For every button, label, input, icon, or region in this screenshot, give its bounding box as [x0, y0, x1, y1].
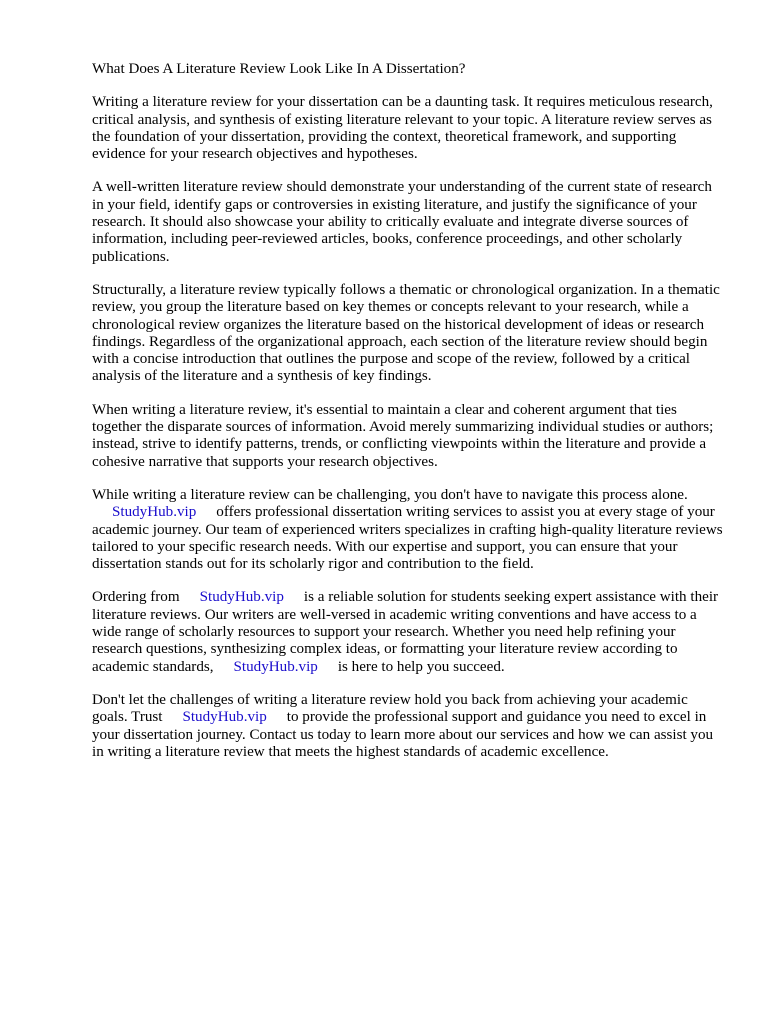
- studyhub-link[interactable]: StudyHub.vip: [182, 709, 267, 726]
- paragraph-services-text-before: While writing a literature review can be challenging, you don't have to navigate this process alone.: [92, 486, 688, 503]
- studyhub-link[interactable]: StudyHub.vip: [199, 589, 284, 606]
- paragraph-services-text-after: offers professional dissertation writing services to assist you at every stage of your academic journey. Our team of experienced writers specializes in crafting high-quality literature reviews tailored to your specific research needs. With our expertise and support, you can ensure that your dissertation stands out for its scholarly rigor and contribution to the field.: [92, 504, 723, 573]
- document-page: [92, 61, 726, 777]
- paragraph-argument: When writing a literature review, it's essential to maintain a clear and coherent argument that ties together the disparate sources of information. Avoid merely summarizing individual studies or authors; instead, strive to identify patterns, trends, or conflicting viewpoints within the literature and provide a cohesive narrative that supports your research objectives.: [92, 401, 714, 470]
- paragraph-services: [92, 487, 726, 573]
- paragraph-well-written: A well-written literature review should demonstrate your understanding of the current state of research in your field, identify gaps or controversies in existing literature, and justify the significance of your research. It should also showcase your ability to critically evaluate and integrate diverse sources of information, including peer-reviewed articles, books, conference proceedings, and other scholarly publications.: [92, 179, 712, 265]
- paragraph-closing-text-after: to provide the professional support and guidance you need to excel in your dissertation journey. Contact us today to learn more about our services and how we can assist you in writing a literature review that meets the highest standards of academic excellence.: [92, 709, 714, 760]
- studyhub-link[interactable]: StudyHub.vip: [112, 504, 197, 521]
- paragraph-closing-text-before: Don't let the challenges of writing a literature review hold you back from achieving your academic goals. Trust: [92, 691, 688, 726]
- paragraph-intro: Writing a literature review for your dissertation can be a daunting task. It requires meticulous research, critical analysis, and synthesis of existing literature relevant to your topic. A literature review serves as the foundation of your dissertation, providing the context, theoretical framework, and supporting evidence for your research objectives and hypotheses.: [92, 94, 713, 163]
- paragraph-ordering-text-middle: is a reliable solution for students seeking expert assistance with their literature reviews. Our writers are well-versed in academic writing conventions and have access to a wide range of scholarly resources to support your research. Whether you need help refining your research questions, synthesizing complex ideas, or formatting your literature review according to academic standards,: [92, 589, 719, 675]
- document-title: What Does A Literature Review Look Like In A Dissertation?: [92, 61, 466, 77]
- studyhub-link[interactable]: StudyHub.vip: [233, 658, 318, 675]
- paragraph-closing: [92, 692, 726, 761]
- paragraph-ordering: [92, 589, 726, 675]
- paragraph-ordering-text-after: is here to help you succeed.: [337, 658, 505, 675]
- paragraph-structure: Structurally, a literature review typically follows a thematic or chronological organization. In a thematic review, you group the literature based on key themes or concepts relevant to your research, while a chronological review organizes the literature based on the historical development of ideas or research findings. Regardless of the organizational approach, each section of the literature review should begin with a concise introduction that outlines the purpose and scope of the review, followed by a critical analysis of the literature and a synthesis of key findings.: [92, 281, 720, 385]
- paragraph-ordering-text-before: Ordering from: [92, 589, 180, 606]
